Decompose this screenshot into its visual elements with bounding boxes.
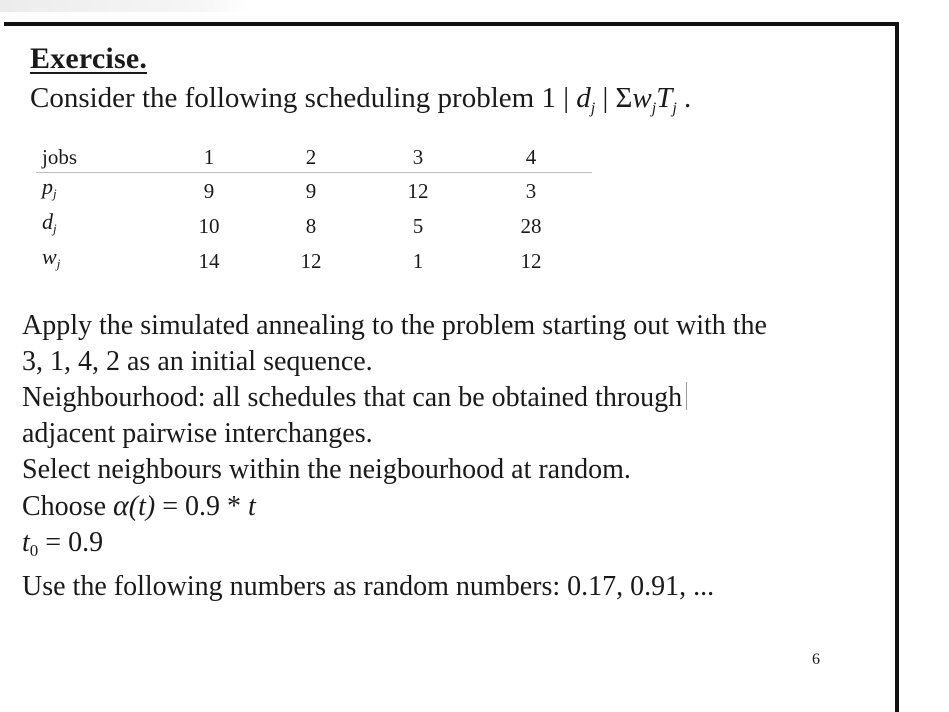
d-symbol: d (576, 82, 591, 114)
table-cell: 3 (525, 178, 537, 203)
d-subscript: j (590, 100, 596, 117)
body-line: adjacent pairwise interchanges. (22, 418, 373, 449)
table-cell: 14 (198, 248, 220, 273)
body-line: 3, 1, 4, 2 as an initial sequence. (22, 346, 373, 377)
jobs-label: jobs (36, 142, 162, 173)
separator: | Σ (595, 82, 633, 114)
text-cursor (686, 382, 687, 410)
table-cell: 12 (520, 248, 542, 273)
table-cell: 12 (300, 248, 322, 273)
row-symbol: d (42, 209, 53, 234)
t-symbol: T (656, 82, 673, 114)
body-line: Apply the simulated annealing to the problem starting out with the (22, 310, 767, 341)
job-header: 2 (256, 142, 366, 173)
t0-line (22, 525, 767, 569)
table-cell: 28 (520, 213, 542, 238)
intro-text: Consider the following scheduling problem 1 | (30, 82, 577, 114)
exercise-body (22, 308, 767, 605)
job-header: 4 (470, 142, 592, 173)
w-subscript: j (651, 100, 657, 117)
t0-symbol: t (22, 527, 30, 558)
intro-end: . (676, 82, 692, 114)
table-cell: 1 (412, 248, 424, 273)
body-line: Select neighbours within the neigbourhood at random. (22, 454, 631, 485)
job-header: 3 (366, 142, 470, 173)
t0-value: = 0.9 (38, 527, 104, 558)
table-cell: 5 (412, 213, 424, 238)
row-subscript: j (53, 221, 57, 236)
row-subscript: j (56, 256, 61, 271)
alpha-symbol: α (113, 489, 129, 522)
row-symbol: w (42, 244, 57, 269)
table-cell: 9 (203, 178, 215, 203)
body-line: Use the following numbers as random numbers: 0.17, 0.91, ... (22, 571, 715, 602)
job-header: 1 (162, 142, 256, 173)
top-strip (0, 0, 250, 12)
body-line (22, 380, 767, 416)
page-number: 6 (812, 651, 820, 668)
table-header-row (36, 142, 592, 173)
table-row (36, 173, 592, 209)
jobs-table (36, 142, 592, 278)
table-cell: 9 (305, 178, 317, 203)
alpha-rhs: = 0.9 * (155, 491, 248, 522)
table-cell: 8 (305, 213, 317, 238)
row-label-w (36, 243, 162, 278)
row-label-p (36, 173, 162, 209)
alpha-line (22, 488, 767, 525)
row-subscript: j (53, 186, 57, 201)
alpha-argument: (t) (128, 491, 156, 522)
t0-subscript: 0 (29, 541, 39, 560)
body-line-text: Neighbourhood: all schedules that can be obtained through (22, 382, 683, 413)
table-row (36, 243, 592, 278)
problem-statement (30, 82, 691, 118)
table-row (36, 208, 592, 243)
table-cell: 10 (198, 213, 220, 238)
exercise-heading: Exercise. (30, 42, 148, 75)
alpha-prefix: Choose (22, 491, 113, 522)
row-label-d (36, 208, 162, 243)
row-symbol: p (42, 174, 53, 199)
t-subscript: j (672, 100, 677, 117)
alpha-t: t (247, 491, 256, 522)
w-symbol: w (632, 82, 652, 114)
table-cell: 12 (407, 178, 429, 203)
